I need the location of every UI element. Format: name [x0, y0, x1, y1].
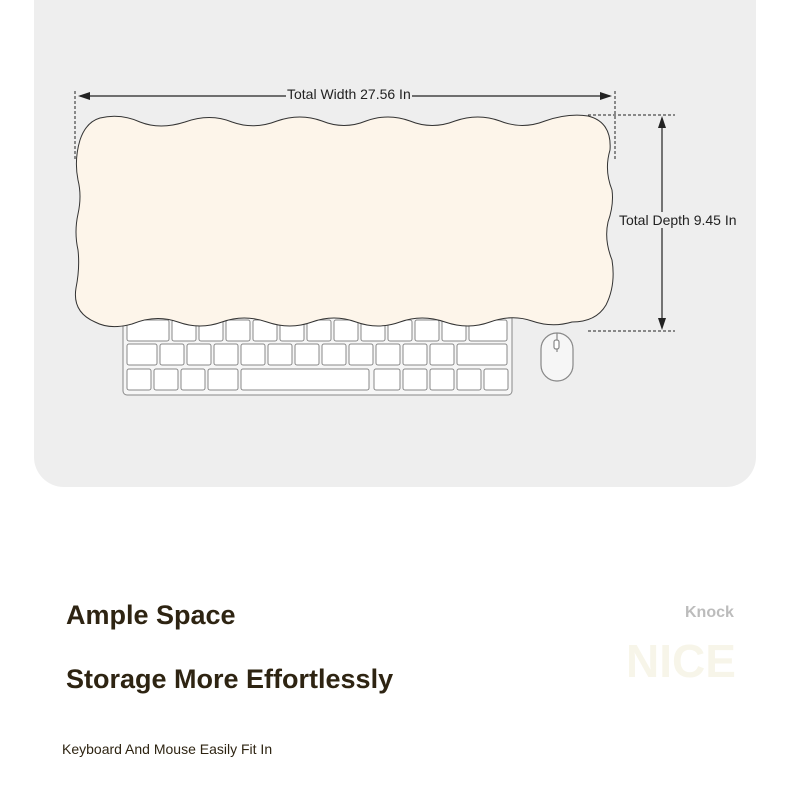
keyboard-key: [127, 344, 157, 365]
brand-watermark-large: NICE: [626, 635, 736, 687]
keyboard-key: [187, 344, 211, 365]
keyboard-key: [241, 344, 265, 365]
mouse-illustration: [541, 333, 573, 381]
headline-storage: Storage More Effortlessly: [66, 664, 394, 694]
keyboard-key: [376, 344, 400, 365]
keyboard-key: [208, 369, 238, 390]
keyboard-key: [214, 344, 238, 365]
keyboard-key: [403, 369, 427, 390]
desk-mat-shape: [75, 115, 613, 326]
keyboard-key: [322, 344, 346, 365]
keyboard-key: [457, 344, 507, 365]
keyboard-key: [334, 320, 358, 341]
total-depth-label: Total Depth 9.45 In: [619, 212, 737, 228]
keyboard-key: [127, 369, 151, 390]
keyboard-key: [403, 344, 427, 365]
keyboard-key: [374, 369, 400, 390]
keyboard-key: [295, 344, 319, 365]
caption-text: Keyboard And Mouse Easily Fit In: [62, 741, 273, 757]
keyboard-key: [430, 369, 454, 390]
total-width-label: Total Width 27.56 In: [287, 86, 411, 102]
keyboard-key: [160, 344, 184, 365]
keyboard-key: [457, 369, 481, 390]
brand-watermark-small: Knock: [685, 604, 734, 621]
keyboard-key: [154, 369, 178, 390]
keyboard-key: [226, 320, 250, 341]
keyboard-key: [268, 344, 292, 365]
headline-ample-space: Ample Space: [66, 600, 236, 630]
keyboard-key: [430, 344, 454, 365]
keyboard-key: [349, 344, 373, 365]
keyboard-key: [415, 320, 439, 341]
keyboard-key: [484, 369, 508, 390]
keyboard-key: [307, 320, 331, 341]
keyboard-key: [241, 369, 369, 390]
keyboard-key: [181, 369, 205, 390]
